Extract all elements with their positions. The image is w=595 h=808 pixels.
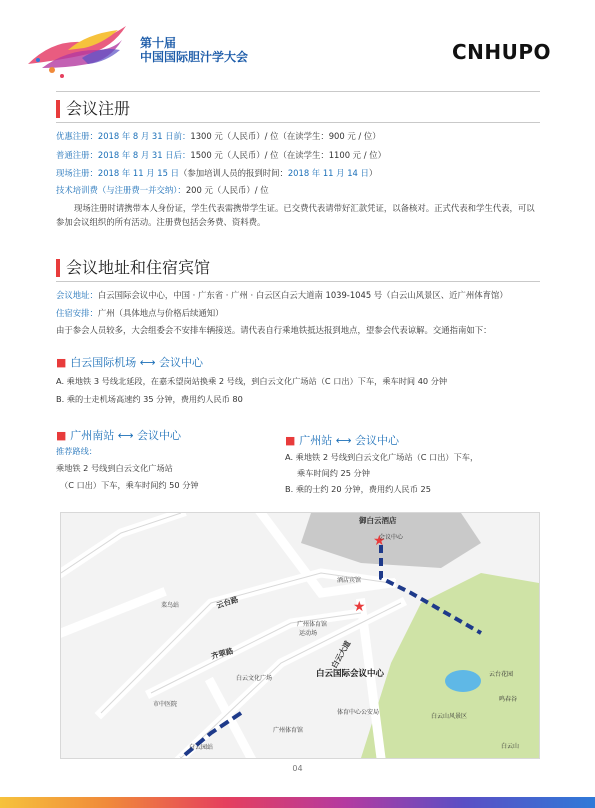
conference-title-line1: 第十届 [140,36,177,50]
address-label: 会议地址： [56,290,98,300]
hotel-label: 住宿安排： [56,308,98,318]
map-label: 御白云酒店 [359,516,397,525]
hotel-text: 广州（具体地点与价格后续通知） [97,308,224,318]
section-divider [56,281,540,282]
map-label: 白云大道 [329,639,353,670]
venue-note: 由于参会人员较多，大会组委会不安排车辆接送。请代表自行乘地铁抵达报到地点，望参会代表谅解。交通指南如下： [56,325,492,335]
map-label: 广州体育馆 [273,727,304,734]
lake-area [445,670,481,692]
line-label: 优惠注册： [56,131,98,141]
route-title-south-station [56,427,181,443]
registration-line-early [56,131,381,142]
bullet-icon: ■ [56,429,71,442]
conference-logo [22,20,134,80]
map-label: 齐翠路 [210,646,235,661]
location-map [60,512,540,759]
conference-title [140,36,248,64]
map-label: 云台路 [215,594,240,611]
line-text: 200 元（人民币）/ 位 [185,185,269,195]
map-label: 菜鸟站 [161,602,180,609]
address-text: 白云国际会议中心，中国 · 广东省 · 广州 · 白云区白云大道南 1039-1045 号（白云山风景区、近广州体育馆） [97,290,508,300]
map-label: 白云园站 [189,744,214,751]
route-airport-line-a: A. 乘地铁 3 号线北延段，在嘉禾望岗站换乘 2 号线，到白云文化广场站（C 口出）下车，乘车时间 40 分钟 [56,376,448,386]
footer-color-bar [0,797,595,808]
line-label: 普通注册： [56,150,98,160]
map-label: 云台花园 [489,671,514,678]
map-label: 酒店宾馆 [337,577,362,584]
line-date: 2018 年 11 月 15 日 [97,168,179,178]
map-label: 会议中心 [379,534,404,541]
page-number: 04 [292,764,303,773]
registration-line-training [56,185,269,196]
section-title-venue: 会议地址和住宿宾馆 [56,259,210,277]
route-airport-line-b: B. 乘的士走机场高速约 35 分钟，费用约人民币 80 [56,394,243,404]
line-text2: ） [368,168,378,178]
route-title-text: 广州站 ⟷ 会议中心 [299,434,399,447]
map-label: 鸣春谷 [499,696,518,703]
route-title-guangzhou-station [285,432,399,448]
route-title-text: 白云国际机场 ⟷ 会议中心 [70,356,203,369]
map-label: 白云国际会议中心 [316,669,385,679]
line-text: 1300 元（人民币）/ 位（在读学生：900 元 / 位） [190,131,381,141]
conference-title-line2: 中国国际胆汁学大会 [140,50,249,64]
map-label: 白云山风景区 [431,713,468,720]
brand-logo: CNHUPO [452,40,552,64]
route-south-heading: 推荐路线： [56,446,97,456]
line-date2: 2018 年 11 月 14 日 [287,168,369,178]
line-label: 技术培训费（与注册费一并交纳）： [56,185,186,195]
map-label: 体育中心公安局 [337,709,380,716]
map-label: 市中医院 [153,701,178,708]
line-text: （参加培训人员的报到时间： [178,168,288,178]
map-label: 白云山 [501,743,520,750]
line-label: 现场注册： [56,168,98,178]
map-label: 广州体育馆 [297,621,328,628]
bullet-icon: ■ [56,356,71,369]
bullet-icon: ■ [285,434,300,447]
route-south-line-1: 乘地铁 2 号线到白云文化广场站 [56,463,173,473]
star-icon: ★ [373,533,386,549]
section-title-registration: 会议注册 [56,100,130,118]
route-gz-line-1: A. 乘地铁 2 号线到白云文化广场站（C 口出）下车， [285,452,479,462]
venue-address [56,290,508,301]
star-icon: ★ [353,599,366,615]
route-gz-line-3: B. 乘的士约 20 分钟，费用约人民币 25 [285,484,431,494]
route-title-airport [56,354,203,370]
route-gz-line-2: 乘车时间约 25 分钟 [297,468,370,478]
line-date: 2018 年 8 月 31 日前： [97,131,191,141]
line-text: 1500 元（人民币）/ 位（在读学生：1100 元 / 位） [190,150,386,160]
header-divider [56,91,540,92]
registration-line-onsite [56,168,377,179]
map-label: 白云文化广场 [236,675,273,682]
registration-paragraph: 现场注册时请携带本人身份证，学生代表需携带学生证。已交费代表请带好汇款凭证，以备核对。正式代表和学生代表，可以参加会议组织的所有活动。注册费包括会务费、资料费。 [56,203,535,227]
registration-line-regular [56,150,386,161]
line-date: 2018 年 8 月 31 日后： [97,150,191,160]
route-south-line-2: （C 口出）下车，乘车时间约 50 分钟 [60,480,199,490]
route-title-text: 广州南站 ⟷ 会议中心 [70,429,181,442]
venue-hotel [56,308,224,319]
section-divider [56,122,540,123]
map-label: 运动场 [299,630,318,637]
